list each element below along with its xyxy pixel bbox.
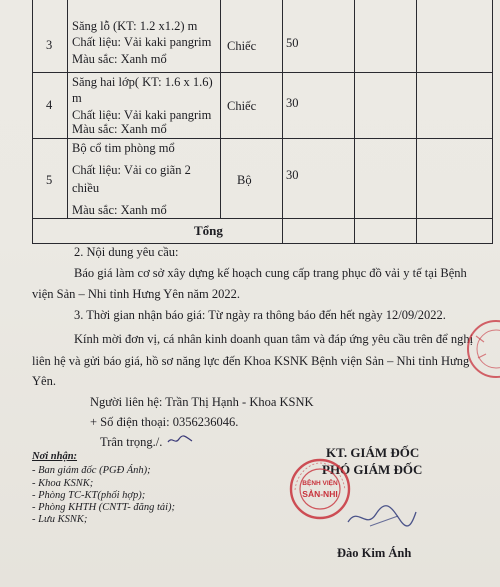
item-name: Bộ cổ tim phòng mổ xyxy=(72,141,175,155)
stamp-center-text: SẢN-NHI xyxy=(302,489,338,499)
hospital-stamp-icon xyxy=(289,458,351,520)
recipient-item: - Lưu KSNK; xyxy=(32,514,88,525)
table-col-divider xyxy=(67,0,68,218)
invitation-text-end: Yên. xyxy=(32,374,56,388)
row-number: 3 xyxy=(46,38,53,52)
item-quantity: 30 xyxy=(286,168,299,182)
item-quantity: 30 xyxy=(286,96,299,110)
item-material-cont: chiều xyxy=(72,181,100,195)
item-material: Chất liệu: Vải kaki pangrim xyxy=(72,108,212,122)
row-number: 4 xyxy=(46,98,53,112)
table-col-divider xyxy=(220,0,221,218)
section-2-text-cont: viện Sản – Nhi tỉnh Hưng Yên năm 2022. xyxy=(32,287,241,301)
table-col-divider xyxy=(282,0,283,244)
signature-scribble-icon xyxy=(166,433,194,447)
edge-stamp-icon xyxy=(462,316,500,382)
table-col-divider xyxy=(354,0,355,244)
item-name: Săng hai lớp( KT: 1.6 x 1.6) xyxy=(72,75,213,89)
table-col-divider xyxy=(416,0,417,244)
item-material: Chất liệu: Vải kaki pangrim xyxy=(72,35,212,49)
table-row-divider xyxy=(32,138,493,139)
item-unit: Chiếc xyxy=(227,39,257,53)
item-name-cont: m xyxy=(72,91,82,105)
contact-person: Người liên hệ: Trần Thị Hạnh - Khoa KSNK xyxy=(90,395,314,409)
item-name: Săng lỗ (KT: 1.2 x1.2) m xyxy=(72,19,198,33)
quotation-table xyxy=(32,0,493,244)
table-border-left xyxy=(32,0,33,244)
recipient-item: - Phòng TC-KT(phối hợp); xyxy=(32,490,146,501)
table-total-label: Tổng xyxy=(194,223,223,238)
item-color: Màu sắc: Xanh mổ xyxy=(72,203,167,217)
recipient-item: - Khoa KSNK; xyxy=(32,478,94,489)
section-2-heading: 2. Nội dung yêu cầu: xyxy=(74,245,179,259)
item-unit: Bộ xyxy=(237,173,252,187)
invitation-text: Kính mời đơn vị, cá nhân kinh doanh quan tâm và đáp ứng yêu cầu trên để nghị xyxy=(74,332,474,346)
contact-phone: + Số điện thoại: 0356236046. xyxy=(90,415,239,429)
table-border-right xyxy=(492,0,493,244)
item-color: Màu sắc: Xanh mổ xyxy=(72,122,167,136)
section-2-text: Báo giá làm cơ sở xây dựng kế hoạch cung cấp trang phục đồ vải y tế tại Bệnh xyxy=(74,266,467,280)
item-material: Chất liệu: Vải co giãn 2 xyxy=(72,163,191,177)
signatory-name: Đào Kim Ánh xyxy=(337,546,412,560)
recipients-heading: Nơi nhận: xyxy=(32,451,78,462)
stamp-ring-text: BỆNH VIỆN xyxy=(302,480,338,487)
closing-regards: Trân trọng./. xyxy=(100,435,163,449)
section-3-text: 3. Thời gian nhận báo giá: Từ ngày ra thông báo đến hết ngày 12/09/2022. xyxy=(74,308,446,322)
signatory-title-1: KT. GIÁM ĐỐC xyxy=(326,445,420,460)
item-quantity: 50 xyxy=(286,36,299,50)
table-row-divider xyxy=(32,218,493,219)
row-number: 5 xyxy=(46,173,53,187)
invitation-text-cont: liên hệ và gửi báo giá, hồ sơ năng lực đến Khoa KSNK Bệnh viện Sản – Nhi tỉnh Hưng xyxy=(32,354,470,368)
recipient-item: - Ban giám đốc (PGĐ Ánh); xyxy=(32,465,151,476)
item-unit: Chiếc xyxy=(227,99,257,113)
director-signature-icon xyxy=(340,500,420,534)
table-row-divider xyxy=(32,72,493,73)
item-color: Màu sắc: Xanh mổ xyxy=(72,52,167,66)
recipient-item: - Phòng KHTH (CNTT- đăng tải); xyxy=(32,502,176,513)
signatory-title-2: PHÓ GIÁM ĐỐC xyxy=(322,462,423,477)
